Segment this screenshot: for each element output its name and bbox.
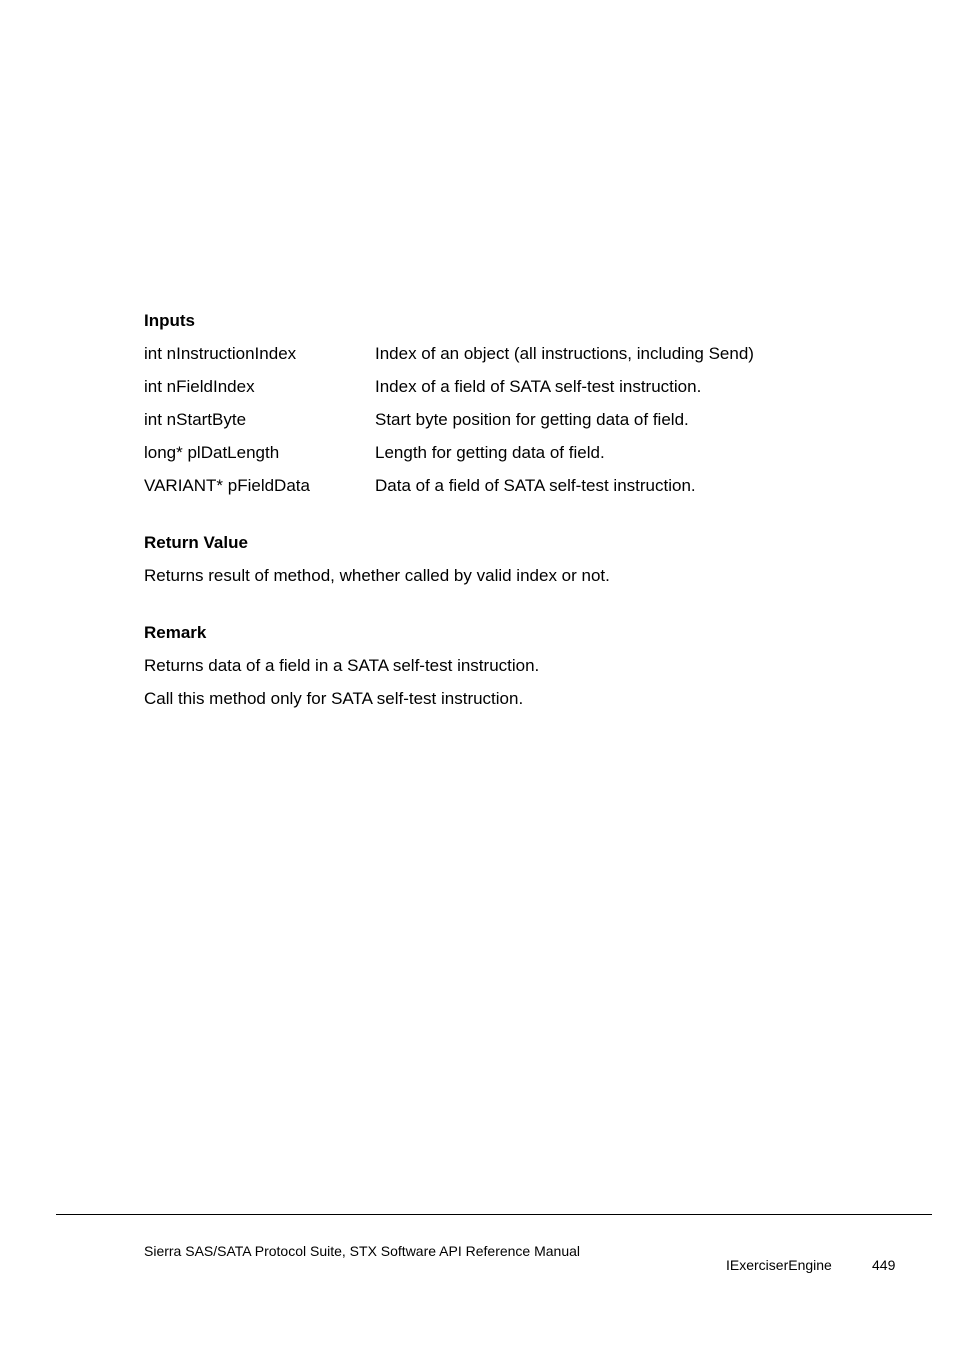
param-name: int nStartByte (144, 410, 247, 429)
remark-line: Call this method only for SATA self-test instruction. (144, 689, 524, 708)
param-name: int nInstructionIndex (144, 344, 297, 363)
remark-heading: Remark (144, 623, 207, 642)
remark-line: Returns data of a field in a SATA self-test instruction. (144, 656, 540, 675)
footer-section-name: IExerciserEngine (726, 1257, 832, 1273)
inputs-heading: Inputs (144, 311, 195, 330)
param-name: VARIANT* pFieldData (144, 476, 310, 495)
page-body (144, 309, 844, 711)
param-description: Index of an object (all instructions, including Send) (375, 344, 754, 363)
param-row (144, 432, 844, 465)
footer-manual-title: Sierra SAS/SATA Protocol Suite, STX Software API Reference Manual (144, 1243, 581, 1259)
param-description: Data of a field of SATA self-test instruction. (375, 476, 696, 495)
param-row (144, 399, 844, 432)
param-row (144, 366, 844, 399)
param-description: Length for getting data of field. (375, 443, 605, 462)
return-value-text: Returns result of method, whether called by valid index or not. (144, 566, 610, 585)
param-name: long* plDatLength (144, 443, 280, 462)
section-gap (144, 498, 844, 531)
param-description: Start byte position for getting data of field. (375, 410, 689, 429)
return-value-heading: Return Value (144, 533, 248, 552)
param-row (144, 333, 844, 366)
footer-divider (56, 1214, 932, 1215)
param-name: int nFieldIndex (144, 377, 255, 396)
footer-page-number: 449 (872, 1257, 896, 1273)
param-row (144, 465, 844, 498)
section-gap (144, 588, 844, 621)
param-description: Index of a field of SATA self-test instruction. (375, 377, 702, 396)
